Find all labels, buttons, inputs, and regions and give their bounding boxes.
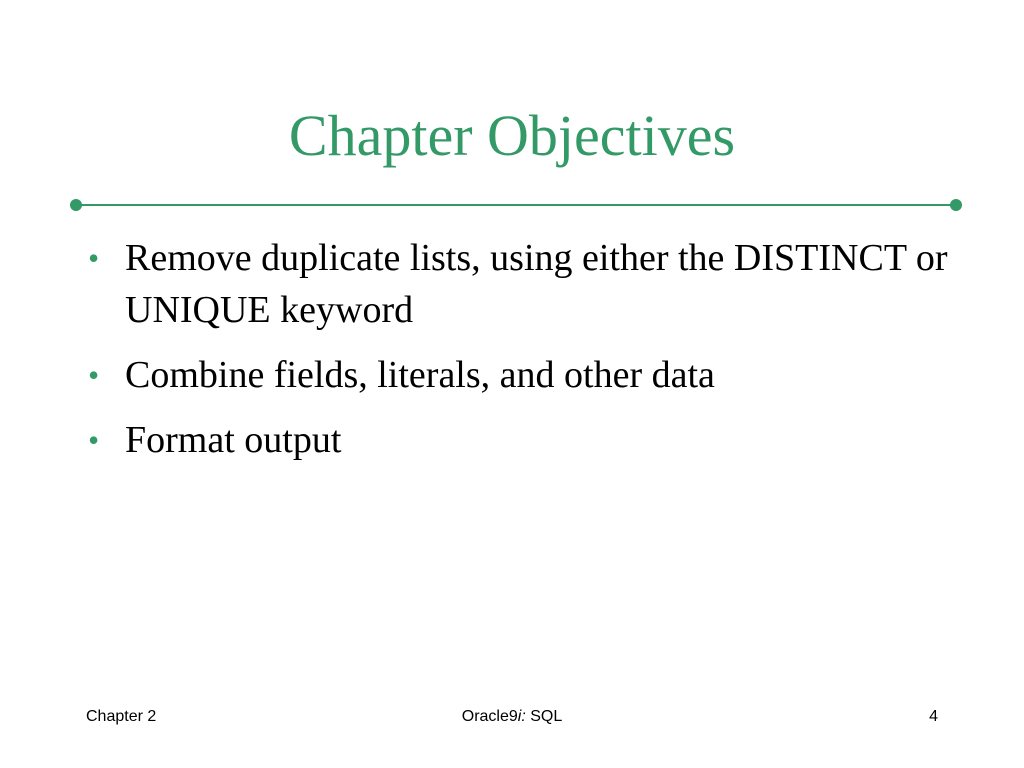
page-number: 4 bbox=[929, 708, 938, 725]
list-item bbox=[88, 414, 968, 466]
bullet-icon: • bbox=[88, 357, 100, 393]
footer-course-italic: i: bbox=[517, 708, 526, 725]
footer-chapter: Chapter 2 bbox=[86, 708, 157, 725]
list-item-text: Combine fields, literals, and other data bbox=[125, 354, 715, 396]
footer-course-title bbox=[0, 706, 1024, 728]
list-item bbox=[88, 349, 968, 401]
rule-right-dot bbox=[950, 199, 962, 211]
bullet-icon: • bbox=[88, 240, 100, 276]
list-item-text: Remove duplicate lists, using either the DISTINCT or UNIQUE keyword bbox=[125, 237, 948, 331]
footer-course-prefix: Oracle9 bbox=[461, 708, 518, 725]
bullet-icon: • bbox=[88, 422, 100, 458]
footer-course-suffix: SQL bbox=[525, 708, 563, 725]
list-item-text: Format output bbox=[125, 419, 342, 461]
list-item bbox=[88, 232, 968, 336]
objectives-list bbox=[88, 232, 968, 479]
slide-title: Chapter Objectives bbox=[288, 103, 736, 168]
title-divider-line bbox=[81, 204, 955, 206]
